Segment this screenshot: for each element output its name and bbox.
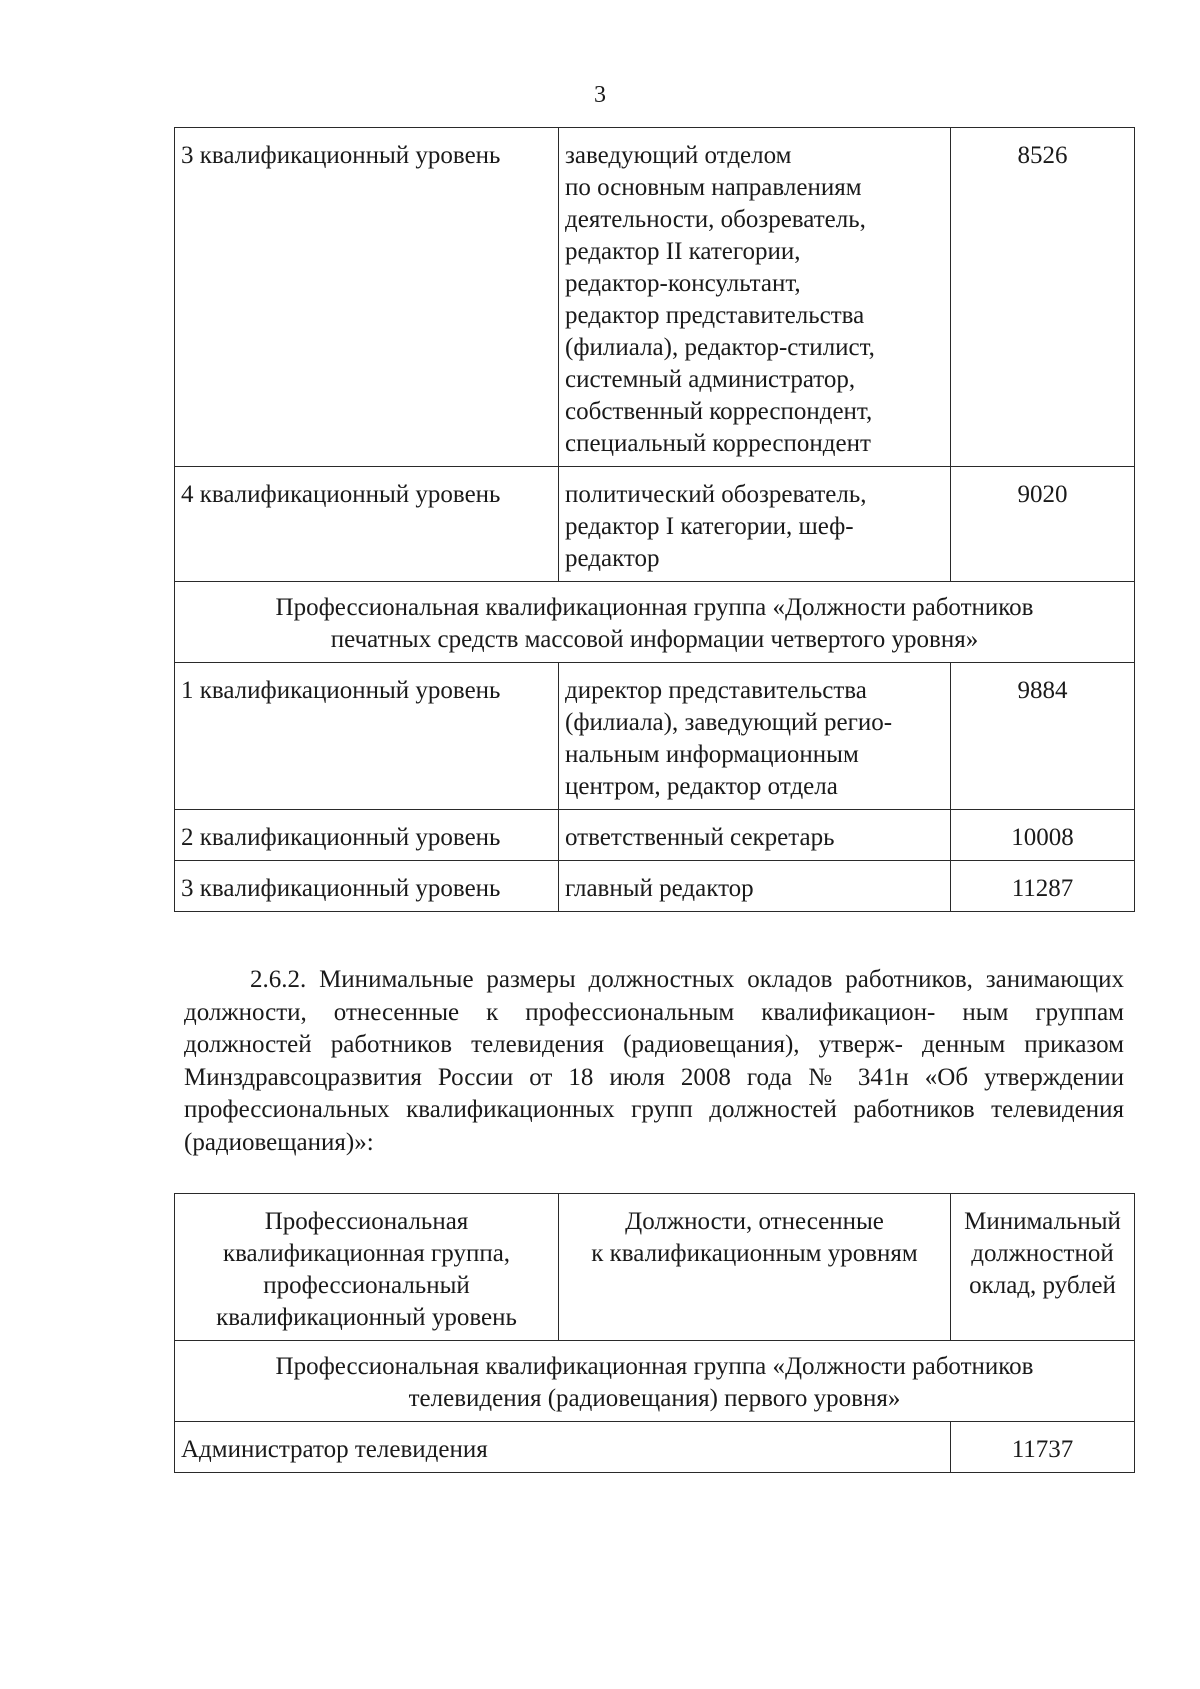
level-cell: 1 квалификационный уровень	[175, 663, 559, 810]
table-row	[175, 1422, 1135, 1473]
paragraph-line: должностей работников телевидения (радиовещания)»:	[184, 1096, 1125, 1156]
salary-cell: 10008	[951, 810, 1135, 861]
position-line: редактор-консультант,	[565, 270, 801, 297]
table-row	[175, 467, 1135, 582]
salary-cell: 9020	[951, 467, 1135, 582]
position-line: (филиала), редактор-стилист,	[565, 334, 875, 361]
table-row	[175, 663, 1135, 810]
level-cell: 3 квалификационный уровень	[175, 128, 559, 467]
positions-cell	[559, 467, 951, 582]
group-title-line: Профессиональная квалификационная группа «Должности работников	[275, 1353, 1034, 1380]
salary-cell: 11737	[951, 1422, 1135, 1473]
table-row	[175, 861, 1135, 912]
page-number: 3	[594, 82, 606, 108]
position-line: главный редактор	[565, 875, 754, 902]
group-title-line: телевидения (радиовещания) первого уровня»	[408, 1385, 901, 1412]
paragraph-line: ным группам должностей работников телевидения (радиовещания), утверж-	[184, 998, 1124, 1058]
position-cell: Администратор телевидения	[175, 1422, 951, 1473]
paragraph-line: № 341н «Об утверждении профессиональных квалификационных групп	[184, 1063, 1125, 1123]
level-cell: 4 квалификационный уровень	[175, 467, 559, 582]
header-line: должностной	[971, 1240, 1114, 1267]
group-header-row	[175, 1341, 1135, 1422]
header-line: квалификационная группа,	[222, 1240, 511, 1267]
header-line: Минимальный	[964, 1208, 1121, 1235]
header-line: Должности, отнесенные	[625, 1208, 884, 1235]
position-line: специальный корреспондент	[565, 430, 871, 457]
position-line: центром, редактор отдела	[565, 773, 838, 800]
clause-2-6-2-paragraph	[184, 964, 1124, 1159]
position-line: деятельности, обозреватель,	[565, 206, 866, 233]
paragraph-line: денным приказом Минздравсоцразвития России от 18 июля 2008 года	[184, 1031, 1124, 1091]
level-cell: 3 квалификационный уровень	[175, 861, 559, 912]
position-line: (филиала), заведующий регио-	[565, 709, 893, 736]
position-line: директор представительства	[565, 677, 867, 704]
position-line: редактор I категории, шеф-	[565, 513, 854, 540]
group-header-row	[175, 582, 1135, 663]
header-line: профессиональный	[263, 1272, 470, 1299]
header-line: Профессиональная	[264, 1208, 469, 1235]
position-line: нальным информационным	[565, 741, 859, 768]
position-line: ответственный секретарь	[565, 824, 835, 851]
table-row	[175, 128, 1135, 467]
position-line: редактор представительства	[565, 302, 865, 329]
header-line: к квалификационным уровням	[591, 1240, 918, 1267]
positions-cell	[559, 861, 951, 912]
position-line: системный администратор,	[565, 366, 856, 393]
group-header-cell	[175, 582, 1135, 663]
group-title-line: печатных средств массовой информации четвертого уровня»	[330, 626, 979, 653]
header-cell-positions	[559, 1194, 951, 1341]
salary-cell: 9884	[951, 663, 1135, 810]
paragraph-line: 2.6.2. Минимальные размеры должностных окладов работников,	[250, 966, 973, 993]
header-cell-salary	[951, 1194, 1135, 1341]
positions-cell	[559, 128, 951, 467]
group-title-line: Профессиональная квалификационная группа «Должности работников	[275, 594, 1034, 621]
position-line: по основным направлениям	[565, 174, 862, 201]
positions-cell	[559, 810, 951, 861]
position-line: собственный корреспондент,	[565, 398, 873, 425]
position-line: редактор II категории,	[565, 238, 801, 265]
group-header-cell	[175, 1341, 1135, 1422]
salary-table-television	[174, 1193, 1135, 1473]
salary-cell: 11287	[951, 861, 1135, 912]
header-cell-group-level	[175, 1194, 559, 1341]
paragraph-line: занимающих должности, отнесенные к профессиональным квалификацион-	[184, 966, 1124, 1026]
position-line: редактор	[565, 545, 660, 572]
salary-table-print-media	[174, 127, 1135, 912]
header-line: оклад, рублей	[969, 1272, 1116, 1299]
table-header-row	[175, 1194, 1135, 1341]
salary-cell: 8526	[951, 128, 1135, 467]
position-line: заведующий отделом	[565, 142, 792, 169]
level-cell: 2 квалификационный уровень	[175, 810, 559, 861]
header-line: квалификационный уровень	[216, 1304, 517, 1331]
positions-cell	[559, 663, 951, 810]
table-row	[175, 810, 1135, 861]
position-line: политический обозреватель,	[565, 481, 867, 508]
